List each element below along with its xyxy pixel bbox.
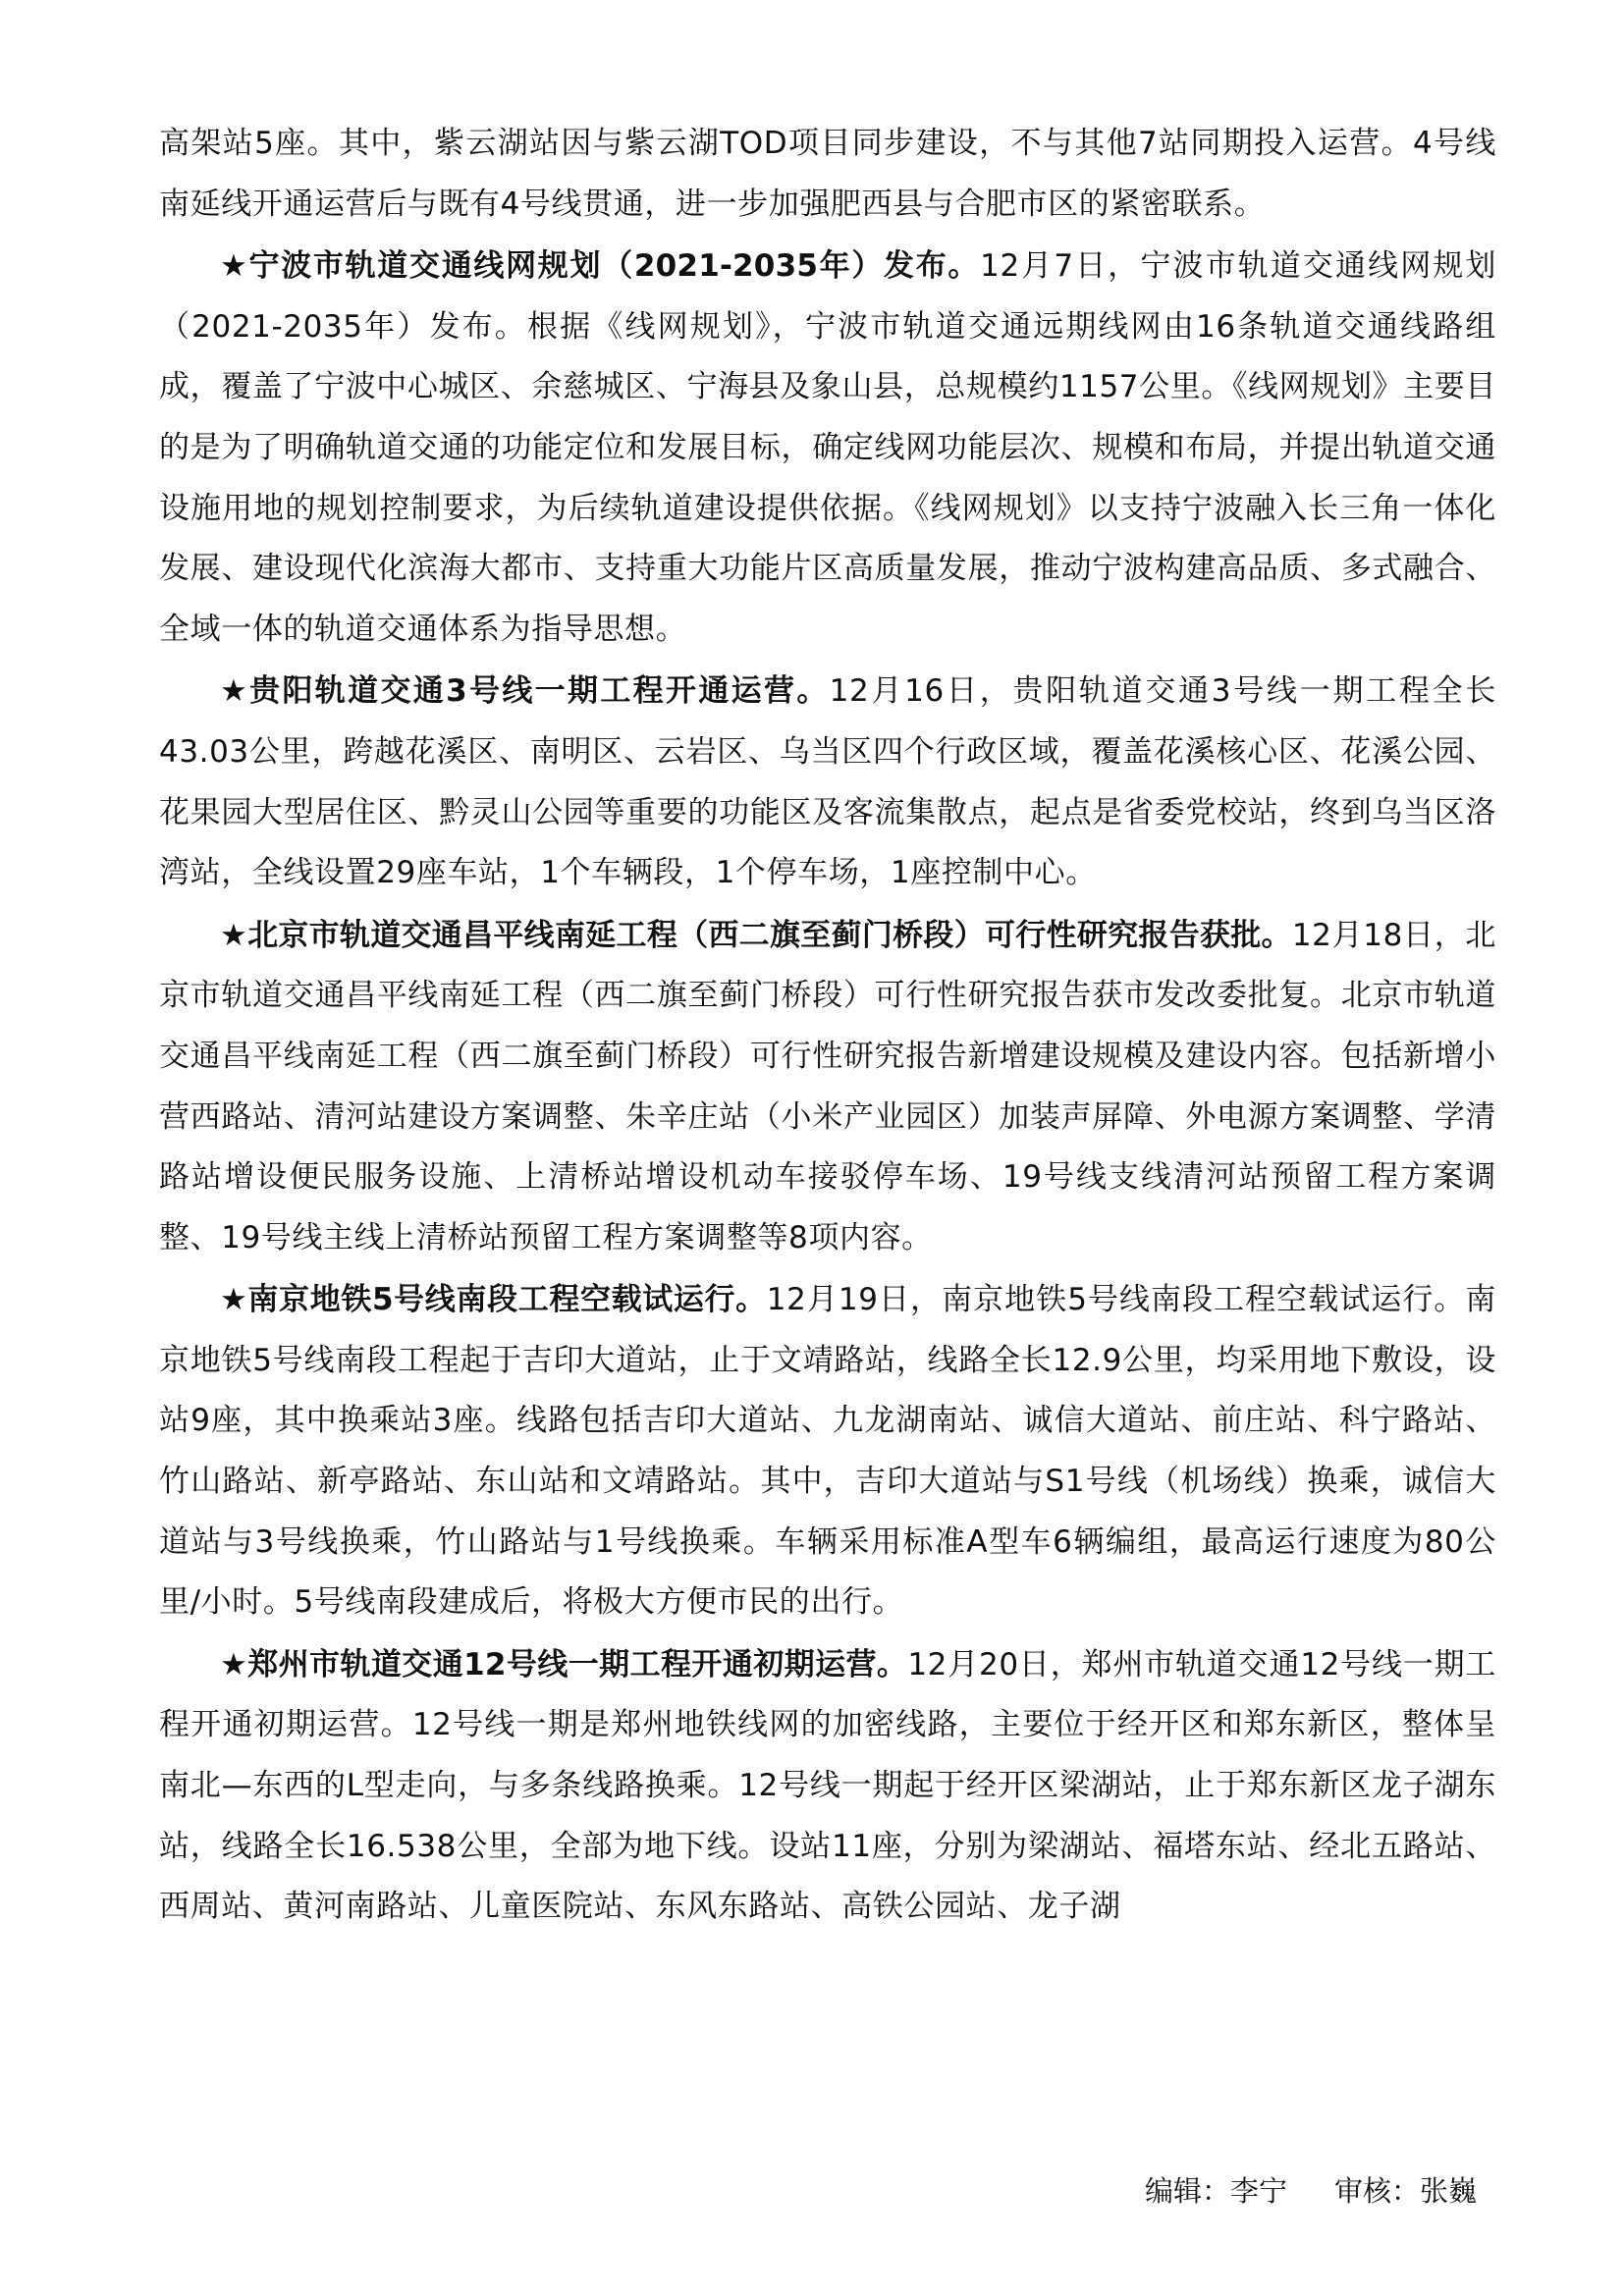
- page-footer: [1145, 2171, 1477, 2211]
- news-body: 12月19日，南京地铁5号线南段工程空载试运行。南京地铁5号线南段工程起于吉印大道站，止于文靖路站，线路全长12.9公里，均采用地下敷设，设站9座，其中换乘站3座。线路包括吉印大道站、九龙湖南站、诚信大道站、前庄站、科宁路站、竹山路站、新亭路站、东山站和文靖路站。其中，吉印大道站与S1号线（机场线）换乘，诚信大道站与3号线换乘，竹山路站与1号线换乘。车辆采用标准A型车6辆编组，最高运行速度为80公里/小时。5号线南段建成后，将极大方便市民的出行。: [159, 1282, 1496, 1621]
- editor-credit: 编辑：李宁: [1144, 2174, 1287, 2208]
- news-headline: ★北京市轨道交通昌平线南延工程（西二旗至蓟门桥段）可行性研究报告获批。: [220, 917, 1292, 953]
- news-body: 12月20日，郑州市轨道交通12号线一期工程开通初期运营。12号线一期是郑州地铁线网的加密线路，主要位于经开区和郑东新区，整体呈南北—东西的L型走向，与多条线路换乘。12号线一期起于经开区梁湖站，止于郑东新区龙子湖东站，线路全长16.538公里，全部为地下线。设站11座，分别为梁湖站、福塔东站、经北五路站、西周站、黄河南路站、儿童医院站、东风东路站、高铁公园站、龙子湖: [159, 1646, 1496, 1925]
- news-body: 12月16日，贵阳轨道交通3号线一期工程全长43.03公里，跨越花溪区、南明区、云岩区、乌当区四个行政区域，覆盖花溪核心区、花溪公园、花果园大型居住区、黔灵山公园等重要的功能区及客流集散点，起点是省委党校站，终到乌当区洛湾站，全线设置29座车站，1个车辆段，1个停车场，1座控制中心。: [159, 673, 1496, 891]
- news-item-nanjing: [159, 1270, 1496, 1633]
- news-headline: ★郑州市轨道交通12号线一期工程开通初期运营。: [220, 1646, 908, 1682]
- news-headline: ★宁波市轨道交通线网规划（2021-2035年）发布。: [220, 248, 981, 285]
- document-body: [159, 114, 1496, 1940]
- news-headline: ★南京地铁5号线南段工程空载试运行。: [220, 1282, 767, 1318]
- news-item-zhengzhou: [159, 1635, 1496, 1938]
- paragraph-body: 高架站5座。其中，紫云湖站因与紫云湖TOD项目同步建设，不与其他7站同期投入运营。4号线南延线开通运营后与既有4号线贯通，进一步加强肥西县与合肥市区的紧密联系。: [159, 126, 1496, 222]
- paragraph-continuation: [159, 114, 1496, 235]
- news-item-beijing: [159, 906, 1496, 1269]
- news-item-ningbo: [159, 237, 1496, 660]
- news-body: 12月18日，北京市轨道交通昌平线南延工程（西二旗至蓟门桥段）可行性研究报告获市发改委批复。北京市轨道交通昌平线南延工程（西二旗至蓟门桥段）可行性研究报告新增建设规模及建设内容。包括新增小营西路站、清河站建设方案调整、朱辛庄站（小米产业园区）加装声屏障、外电源方案调整、学清路站增设便民服务设施、上清桥站增设机动车接驳停车场、19号线支线清河站预留工程方案调整、19号线主线上清桥站预留工程方案调整等8项内容。: [159, 917, 1496, 1255]
- reviewer-credit: 审核：张巍: [1333, 2174, 1477, 2208]
- news-headline: ★贵阳轨道交通3号线一期工程开通运营。: [220, 673, 830, 710]
- news-body: 12月7日，宁波市轨道交通线网规划（2021-2035年）发布。根据《线网规划》，宁波市轨道交通远期线网由16条轨道交通线路组成，覆盖了宁波中心城区、余慈城区、宁海县及象山县，总规模约1157公里。《线网规划》主要目的是为了明确轨道交通的功能定位和发展目标，确定线网功能层次、规模和布局，并提出轨道交通设施用地的规划控制要求，为后续轨道建设提供依据。《线网规划》以支持宁波融入长三角一体化发展、建设现代化滨海大都市、支持重大功能片区高质量发展，推动宁波构建高品质、多式融合、全域一体的轨道交通体系为指导思想。: [159, 248, 1496, 647]
- news-item-guiyang: [159, 662, 1496, 903]
